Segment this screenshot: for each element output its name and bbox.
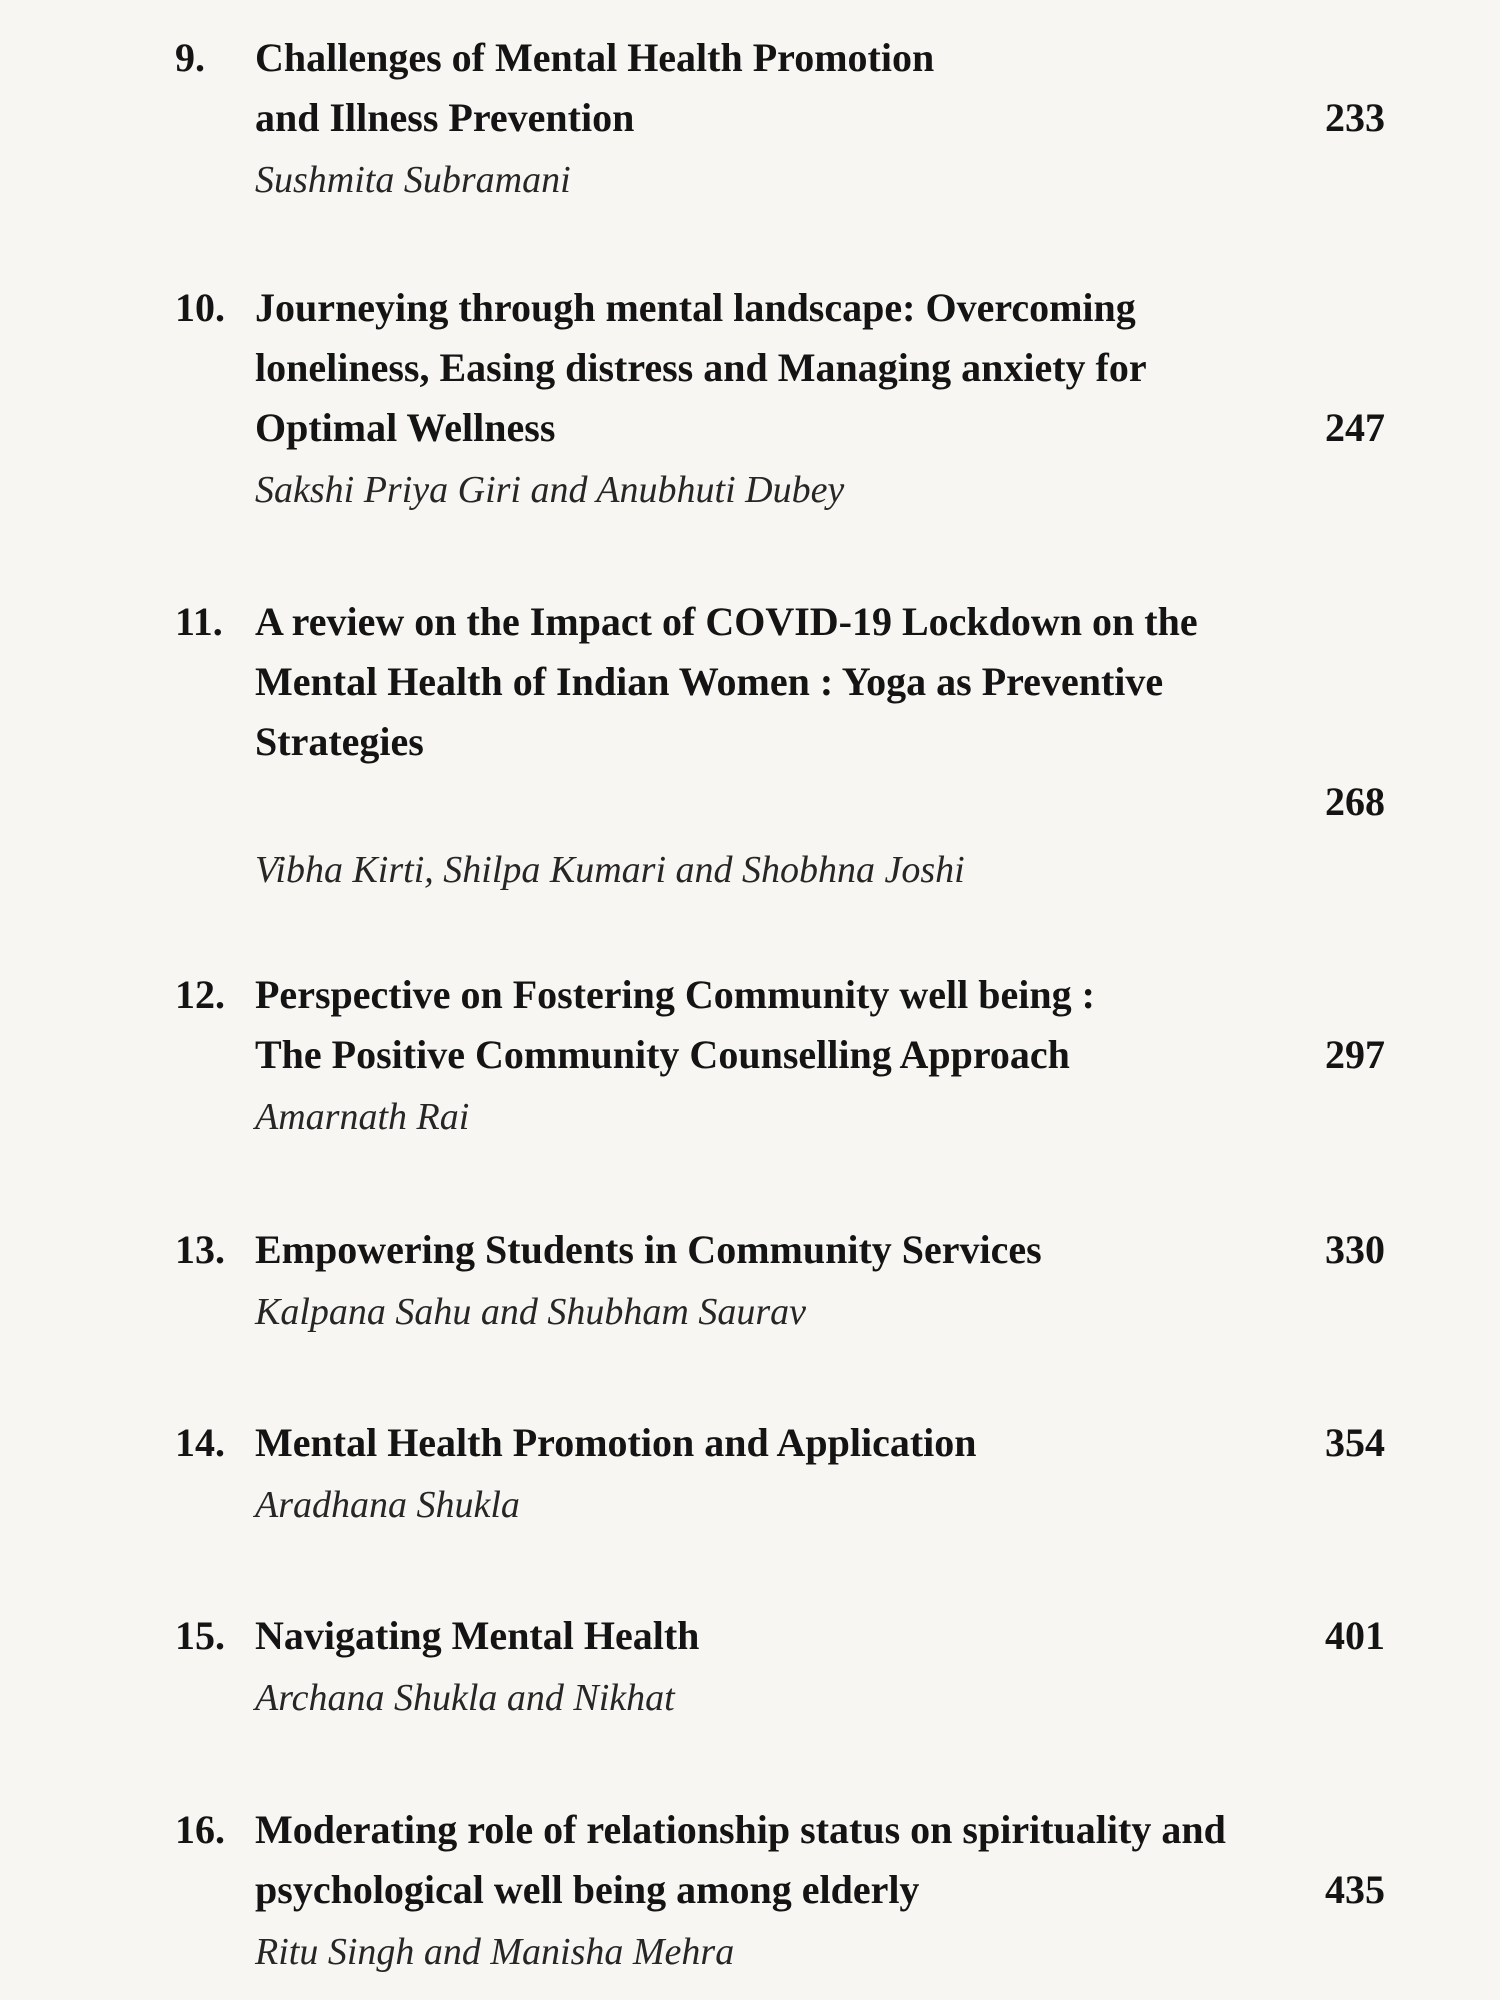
entry-authors: Amarnath Rai xyxy=(255,1096,470,1138)
entry-number: 12. xyxy=(175,972,225,1017)
entry-title-line: Strategies xyxy=(255,719,424,764)
entry-number: 11. xyxy=(175,599,223,644)
entry-authors: Sakshi Priya Giri and Anubhuti Dubey xyxy=(255,469,845,511)
entry-title-row xyxy=(255,1606,1385,1666)
entry-title-line: Perspective on Fostering Community well being : xyxy=(255,972,1095,1017)
entry-title-line: Mental Health of Indian Women : Yoga as Preventive xyxy=(255,659,1164,704)
entry-number: 14. xyxy=(175,1420,225,1465)
entry-title-line: Empowering Students in Community Services xyxy=(255,1227,1042,1272)
entry-title-row xyxy=(255,398,1385,458)
entry-number: 16. xyxy=(175,1807,225,1852)
entry-title-line: and Illness Prevention xyxy=(255,95,635,140)
entry-authors: Aradhana Shukla xyxy=(255,1484,520,1526)
entry-authors: Vibha Kirti, Shilpa Kumari and Shobhna Joshi xyxy=(255,849,965,891)
entry-authors: Ritu Singh and Manisha Mehra xyxy=(255,1931,735,1973)
toc-entry-16 xyxy=(175,1800,1385,1984)
toc-entry-9 xyxy=(175,28,1385,212)
entry-page-row xyxy=(255,772,1385,832)
entry-title-row xyxy=(255,88,1385,148)
toc-entry-10 xyxy=(175,278,1385,522)
entry-title-line: Moderating role of relationship status on spirituality and xyxy=(255,1807,1226,1852)
entry-title-line: Optimal Wellness xyxy=(255,405,556,450)
toc-entry-14 xyxy=(175,1413,1385,1537)
entry-title-row xyxy=(255,1220,1385,1280)
entry-page-number: 268 xyxy=(1325,779,1385,824)
toc-entry-13 xyxy=(175,1220,1385,1344)
entry-title-line: A review on the Impact of COVID-19 Lockdown on the xyxy=(255,599,1198,644)
entry-number: 9. xyxy=(175,35,205,80)
entry-title-row xyxy=(255,1860,1385,1920)
entry-number: 15. xyxy=(175,1613,225,1658)
entry-title-row xyxy=(255,1413,1385,1473)
entry-authors: Archana Shukla and Nikhat xyxy=(255,1677,675,1719)
entry-page-number: 401 xyxy=(1325,1613,1385,1658)
entry-title-row xyxy=(255,1025,1385,1085)
entry-page-number: 354 xyxy=(1325,1420,1385,1465)
entry-page-number: 233 xyxy=(1325,95,1385,140)
entry-title-line: loneliness, Easing distress and Managing anxiety for xyxy=(255,345,1147,390)
toc-entry-11 xyxy=(175,592,1385,902)
entry-page-number: 247 xyxy=(1325,405,1385,450)
entry-title-line: Challenges of Mental Health Promotion xyxy=(255,35,935,80)
toc-entry-15 xyxy=(175,1606,1385,1730)
entry-number: 13. xyxy=(175,1227,225,1272)
entry-title-line: Navigating Mental Health xyxy=(255,1613,700,1658)
entry-authors: Sushmita Subramani xyxy=(255,159,571,201)
entry-page-number: 330 xyxy=(1325,1227,1385,1272)
entry-title-line: Journeying through mental landscape: Overcoming xyxy=(255,285,1136,330)
entry-title-line: psychological well being among elderly xyxy=(255,1867,920,1912)
entry-authors: Kalpana Sahu and Shubham Saurav xyxy=(255,1291,806,1333)
toc-entry-12 xyxy=(175,965,1385,1149)
entry-number: 10. xyxy=(175,285,225,330)
entry-page-number: 435 xyxy=(1325,1867,1385,1912)
entry-title-line: Mental Health Promotion and Application xyxy=(255,1420,977,1465)
entry-title-line: The Positive Community Counselling Approach xyxy=(255,1032,1070,1077)
entry-page-number: 297 xyxy=(1325,1032,1385,1077)
